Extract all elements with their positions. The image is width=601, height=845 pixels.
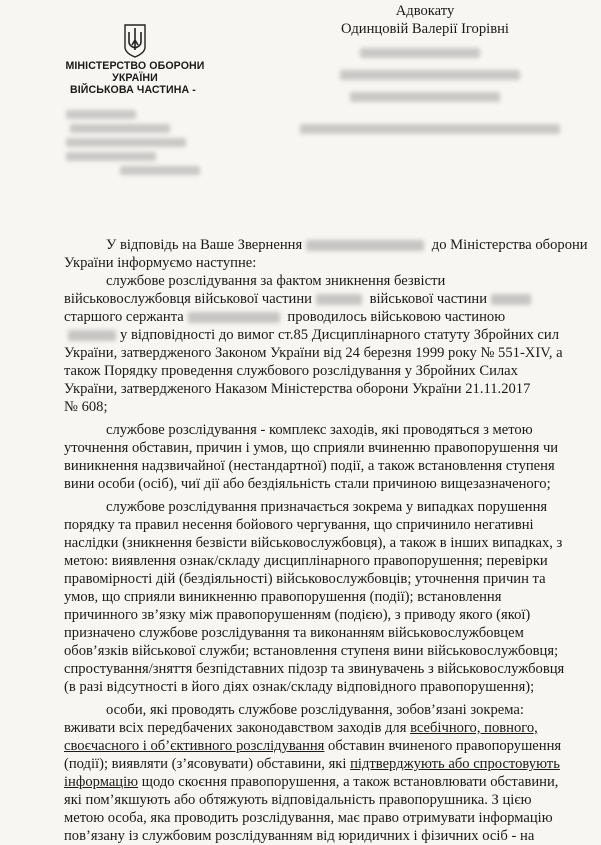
body-line: [64, 678, 572, 696]
body-line: [64, 362, 572, 380]
body-text: які пом’якшують або обтяжують відповідальність правопорушника. З цією: [64, 792, 532, 808]
body-line: [64, 308, 572, 326]
body-text: до Міністерства оборони: [428, 237, 588, 253]
body-text: порядку та правил несення бойового чергування, що спричинило негативні: [64, 517, 534, 533]
underlined-text: підтверджують або спростовують: [350, 756, 560, 772]
letter-body: [64, 236, 588, 845]
body-line: [64, 421, 572, 439]
body-line: [64, 773, 572, 791]
body-line: [64, 552, 572, 570]
body-line: [64, 475, 572, 493]
body-line: [64, 827, 572, 845]
redacted-block: [66, 138, 186, 147]
body-text: пов’язану із службовим розслідуванням від юридичних і фізичних осіб - на: [64, 828, 535, 844]
body-text: службове розслідування за фактом зникнення безвісти: [106, 273, 446, 289]
body-text: метою особа, яка проводить розслідування, має право отримувати інформацію: [64, 810, 553, 826]
redacted-block: [350, 92, 500, 102]
body-line: [64, 624, 572, 642]
body-line: [64, 606, 572, 624]
body-text: виникнення надзвичайної (нестандартної) події, а також встановлення ступеня: [64, 458, 555, 474]
body-line: [64, 236, 588, 254]
body-text: призначено службове розслідування та виконанням військовослужбовцем: [64, 625, 524, 641]
body-line: [64, 380, 572, 398]
redacted-block: [120, 166, 200, 175]
body-line: [64, 516, 572, 534]
redacted-inline: [306, 240, 424, 251]
body-text: (в разі відсутності в його діях ознак/складу відповідного правопорушення);: [64, 679, 535, 695]
ministry-line-1: МІНІСТЕРСТВО ОБОРОНИ: [65, 60, 205, 72]
body-text: особи, які проводять службове розслідування, зобов’язані зокрема:: [106, 702, 524, 718]
redacted-block: [360, 48, 480, 58]
body-line: [64, 570, 572, 588]
underlined-text: інформацію: [64, 774, 139, 790]
addressee-title: Адвокату: [395, 3, 455, 19]
body-text: № 608;: [64, 399, 108, 415]
redacted-inline: [316, 294, 362, 305]
body-text: вини особи (осіб), чиї дії або бездіяльність стали причиною вищезазначеного;: [64, 476, 551, 492]
body-text: обов’язків військової служби; встановлення ступеня вини військовослужбовця;: [64, 643, 559, 659]
addressee-block: [290, 2, 560, 38]
body-line: [64, 457, 572, 475]
body-text: службове розслідування призначається зокрема у випадках порушення: [106, 499, 548, 515]
body-text: уточнення обставин, причин і умов, що сприяли вчиненню правопорушення чи: [64, 440, 559, 456]
body-text: обставин вчиненого правопорушення: [324, 738, 562, 754]
body-text: службове розслідування - комплекс заходів, які проводяться з метою: [106, 422, 533, 438]
redacted-inline: [68, 330, 116, 341]
ministry-line-2: УКРАЇНИ: [112, 72, 158, 84]
body-line: [64, 254, 572, 272]
body-line: [64, 660, 572, 678]
body-text: України, затвердженого Наказом Міністерства оборони України 21.11.2017: [64, 381, 531, 397]
body-text: наслідки (зникнення безвісти військовослужбовця), а також в інших випадках, з: [64, 535, 563, 551]
body-line: [64, 398, 572, 416]
redacted-block: [66, 110, 136, 119]
body-line: [64, 439, 572, 457]
body-text: у відповідності до вимог ст.85 Дисциплінарного статуту Збройних сил: [120, 327, 559, 343]
body-line: [64, 290, 572, 308]
underlined-text: своєчасного і об’єктивного розслідування: [64, 738, 325, 754]
body-line: [64, 344, 572, 362]
body-text: (події); виявляти (з’ясовувати) обставини, які: [64, 756, 347, 772]
ministry-line-3: ВІЙСЬКОВА ЧАСТИНА -: [70, 84, 196, 96]
body-text: умов, що сприяли виникненню правопорушення (події); встановлення: [64, 589, 502, 605]
body-text: проводилось військовою частиною: [283, 309, 506, 325]
redacted-inline: [188, 312, 280, 323]
body-text: України інформуємо наступне:: [64, 255, 257, 271]
body-line: [64, 642, 572, 660]
underlined-text: всебічного, повного,: [410, 720, 538, 736]
body-line: [64, 326, 572, 344]
body-text: спростування/зняття безпідставних підозр та звинувачень з військовослужбовця: [64, 661, 565, 677]
body-line: [64, 719, 572, 737]
body-text: метою: виявлення ознак/складу дисциплінарного правопорушення; перевірки: [64, 553, 548, 569]
body-line: [64, 701, 572, 719]
redacted-inline: [491, 294, 531, 305]
body-text: військовослужбовця військової частини: [64, 291, 312, 307]
body-text: правомірності дій (бездіяльності) військовослужбовців; уточнення причин та: [64, 571, 546, 587]
redacted-block: [66, 152, 156, 161]
body-text: військової частини: [365, 291, 488, 307]
redacted-block: [70, 124, 170, 133]
body-text: старшого сержанта: [64, 309, 184, 325]
redacted-block: [300, 124, 560, 134]
body-line: [64, 498, 572, 516]
body-text: України, затвердженого Законом України від 24 березня 1999 року № 551-XIV, а: [64, 345, 563, 361]
redacted-block: [340, 70, 520, 80]
body-line: [64, 755, 572, 773]
body-line: [64, 588, 572, 606]
body-line: [64, 737, 572, 755]
body-line: [64, 272, 572, 290]
body-line: [64, 534, 572, 552]
trident-emblem-icon: [123, 24, 147, 58]
body-text: причинного зв’язку між правопорушенням (подією), з приводу якого (якої): [64, 607, 531, 623]
body-line: [64, 791, 572, 809]
ministry-header: [60, 24, 210, 96]
addressee-name: Одинцовій Валерії Ігорівні: [341, 21, 509, 37]
body-text: щодо скоєння правопорушення, а також встановлювати обставини,: [138, 774, 559, 790]
body-text: вживати всіх передбачених законодавством заходів для: [64, 720, 407, 736]
body-line: [64, 809, 572, 827]
body-text: також Порядку проведення службового розслідування у Збройних Силах: [64, 363, 518, 379]
body-text: У відповідь на Ваше Звернення: [106, 237, 303, 253]
